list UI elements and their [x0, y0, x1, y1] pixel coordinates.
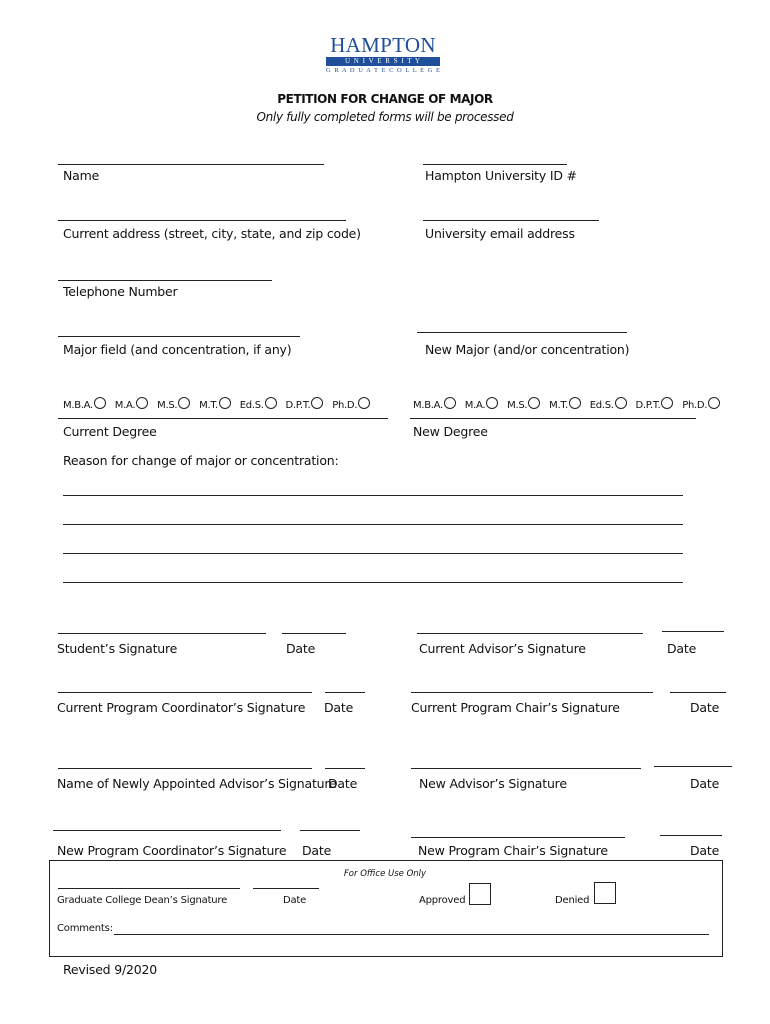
program-coordinator-date-label: Date	[324, 700, 354, 715]
new-degree-option-phd[interactable]: Ph.D.	[682, 400, 723, 411]
reason-line-3[interactable]	[63, 553, 683, 554]
current-advisor-label: Current Advisor’s Signature	[419, 641, 586, 656]
current-advisor-date-label: Date	[667, 641, 697, 656]
denied-label: Denied	[555, 895, 590, 906]
dean-signature-line[interactable]	[58, 888, 240, 889]
radio-icon[interactable]	[528, 397, 540, 409]
radio-icon[interactable]	[486, 397, 498, 409]
current-degree-options	[63, 397, 376, 411]
new-coordinator-date-label: Date	[302, 843, 332, 858]
new-chair-label: New Program Chair’s Signature	[418, 843, 608, 858]
radio-icon[interactable]	[178, 397, 190, 409]
hampton-logo	[326, 34, 440, 78]
new-advisor-date-line[interactable]	[654, 766, 732, 767]
reason-line-4[interactable]	[63, 582, 683, 583]
program-chair-date-label: Date	[690, 700, 720, 715]
program-chair-line[interactable]	[411, 692, 653, 693]
new-advisor-name-date-line[interactable]	[325, 768, 365, 769]
current-degree-option-dpt[interactable]: D.P.T.	[286, 400, 327, 411]
student-date-line[interactable]	[282, 633, 346, 634]
radio-icon[interactable]	[444, 397, 456, 409]
new-advisor-date-label: Date	[690, 776, 720, 791]
current-advisor-line[interactable]	[417, 633, 643, 634]
denied-checkbox[interactable]	[594, 882, 616, 904]
new-chair-date-line[interactable]	[660, 835, 722, 836]
logo-name: HAMPTON	[330, 33, 436, 57]
comments-label: Comments:	[57, 923, 113, 934]
current-advisor-date-line[interactable]	[662, 631, 724, 632]
current-degree-line	[58, 418, 388, 419]
new-advisor-line[interactable]	[411, 768, 641, 769]
current-degree-option-mba[interactable]: M.B.A.	[63, 400, 109, 411]
radio-icon[interactable]	[94, 397, 106, 409]
email-line[interactable]	[423, 220, 599, 221]
new-degree-label: New Degree	[413, 424, 488, 439]
address-line[interactable]	[58, 220, 346, 221]
new-degree-option-mba[interactable]: M.B.A.	[413, 400, 459, 411]
new-degree-option-ms[interactable]: M.S.	[507, 400, 543, 411]
hu-id-line[interactable]	[423, 164, 567, 165]
new-advisor-name-label: Name of Newly Appointed Advisor’s Signature	[57, 776, 337, 791]
new-degree-option-dpt[interactable]: D.P.T.	[636, 400, 677, 411]
radio-icon[interactable]	[265, 397, 277, 409]
current-degree-label: Current Degree	[63, 424, 157, 439]
new-degree-line	[410, 418, 696, 419]
new-degree-option-eds[interactable]: Ed.S.	[590, 400, 630, 411]
new-major-label: New Major (and/or concentration)	[425, 342, 630, 357]
dean-date-label: Date	[283, 895, 307, 906]
logo-college: G R A D U A T E C O L L E G E	[326, 67, 441, 74]
reason-label: Reason for change of major or concentration:	[63, 453, 339, 468]
comments-line[interactable]	[114, 934, 709, 935]
name-label: Name	[63, 168, 100, 183]
email-label: University email address	[425, 226, 575, 241]
major-label: Major field (and concentration, if any)	[63, 342, 292, 357]
reason-line-2[interactable]	[63, 524, 683, 525]
new-coordinator-date-line[interactable]	[300, 830, 360, 831]
radio-icon[interactable]	[708, 397, 720, 409]
name-line[interactable]	[58, 164, 324, 165]
new-chair-date-label: Date	[690, 843, 720, 858]
radio-icon[interactable]	[661, 397, 673, 409]
major-line[interactable]	[58, 336, 300, 337]
radio-icon[interactable]	[219, 397, 231, 409]
new-advisor-label: New Advisor’s Signature	[419, 776, 567, 791]
program-coordinator-line[interactable]	[58, 692, 312, 693]
new-coordinator-label: New Program Coordinator’s Signature	[57, 843, 287, 858]
new-degree-option-ma[interactable]: M.A.	[465, 400, 501, 411]
reason-line-1[interactable]	[63, 495, 683, 496]
form-subtitle: Only fully completed forms will be processed	[256, 110, 514, 124]
approved-checkbox[interactable]	[469, 883, 491, 905]
radio-icon[interactable]	[358, 397, 370, 409]
student-date-label: Date	[286, 641, 316, 656]
new-major-line[interactable]	[417, 332, 627, 333]
radio-icon[interactable]	[311, 397, 323, 409]
student-signature-label: Student’s Signature	[57, 641, 178, 656]
dean-date-line[interactable]	[253, 888, 319, 889]
radio-icon[interactable]	[569, 397, 581, 409]
logo-university-bar: U N I V E R S I T Y	[326, 57, 440, 66]
student-signature-line[interactable]	[58, 633, 266, 634]
new-advisor-name-line[interactable]	[58, 768, 312, 769]
form-title: PETITION FOR CHANGE OF MAJOR	[277, 92, 493, 106]
current-degree-option-ma[interactable]: M.A.	[115, 400, 151, 411]
dean-signature-label: Graduate College Dean’s Signature	[57, 895, 228, 906]
current-degree-option-ms[interactable]: M.S.	[157, 400, 193, 411]
program-chair-date-line[interactable]	[670, 692, 726, 693]
new-degree-option-mt[interactable]: M.T.	[549, 400, 584, 411]
program-coordinator-date-line[interactable]	[325, 692, 365, 693]
office-use-heading: For Office Use Only	[343, 869, 427, 879]
radio-icon[interactable]	[615, 397, 627, 409]
current-degree-option-eds[interactable]: Ed.S.	[240, 400, 280, 411]
new-advisor-name-date-label: Date	[328, 776, 358, 791]
current-degree-option-mt[interactable]: M.T.	[199, 400, 234, 411]
address-label: Current address (street, city, state, and zip code)	[63, 226, 361, 241]
phone-line[interactable]	[58, 280, 272, 281]
revised-date: Revised 9/2020	[63, 962, 157, 977]
approved-label: Approved	[419, 895, 466, 906]
program-coordinator-label: Current Program Coordinator’s Signature	[57, 700, 306, 715]
current-degree-option-phd[interactable]: Ph.D.	[332, 400, 373, 411]
hu-id-label: Hampton University ID #	[425, 168, 577, 183]
program-chair-label: Current Program Chair’s Signature	[411, 700, 620, 715]
new-degree-options	[413, 397, 726, 411]
new-chair-line[interactable]	[411, 837, 625, 838]
new-coordinator-line[interactable]	[53, 830, 281, 831]
radio-icon[interactable]	[136, 397, 148, 409]
phone-label: Telephone Number	[63, 284, 178, 299]
